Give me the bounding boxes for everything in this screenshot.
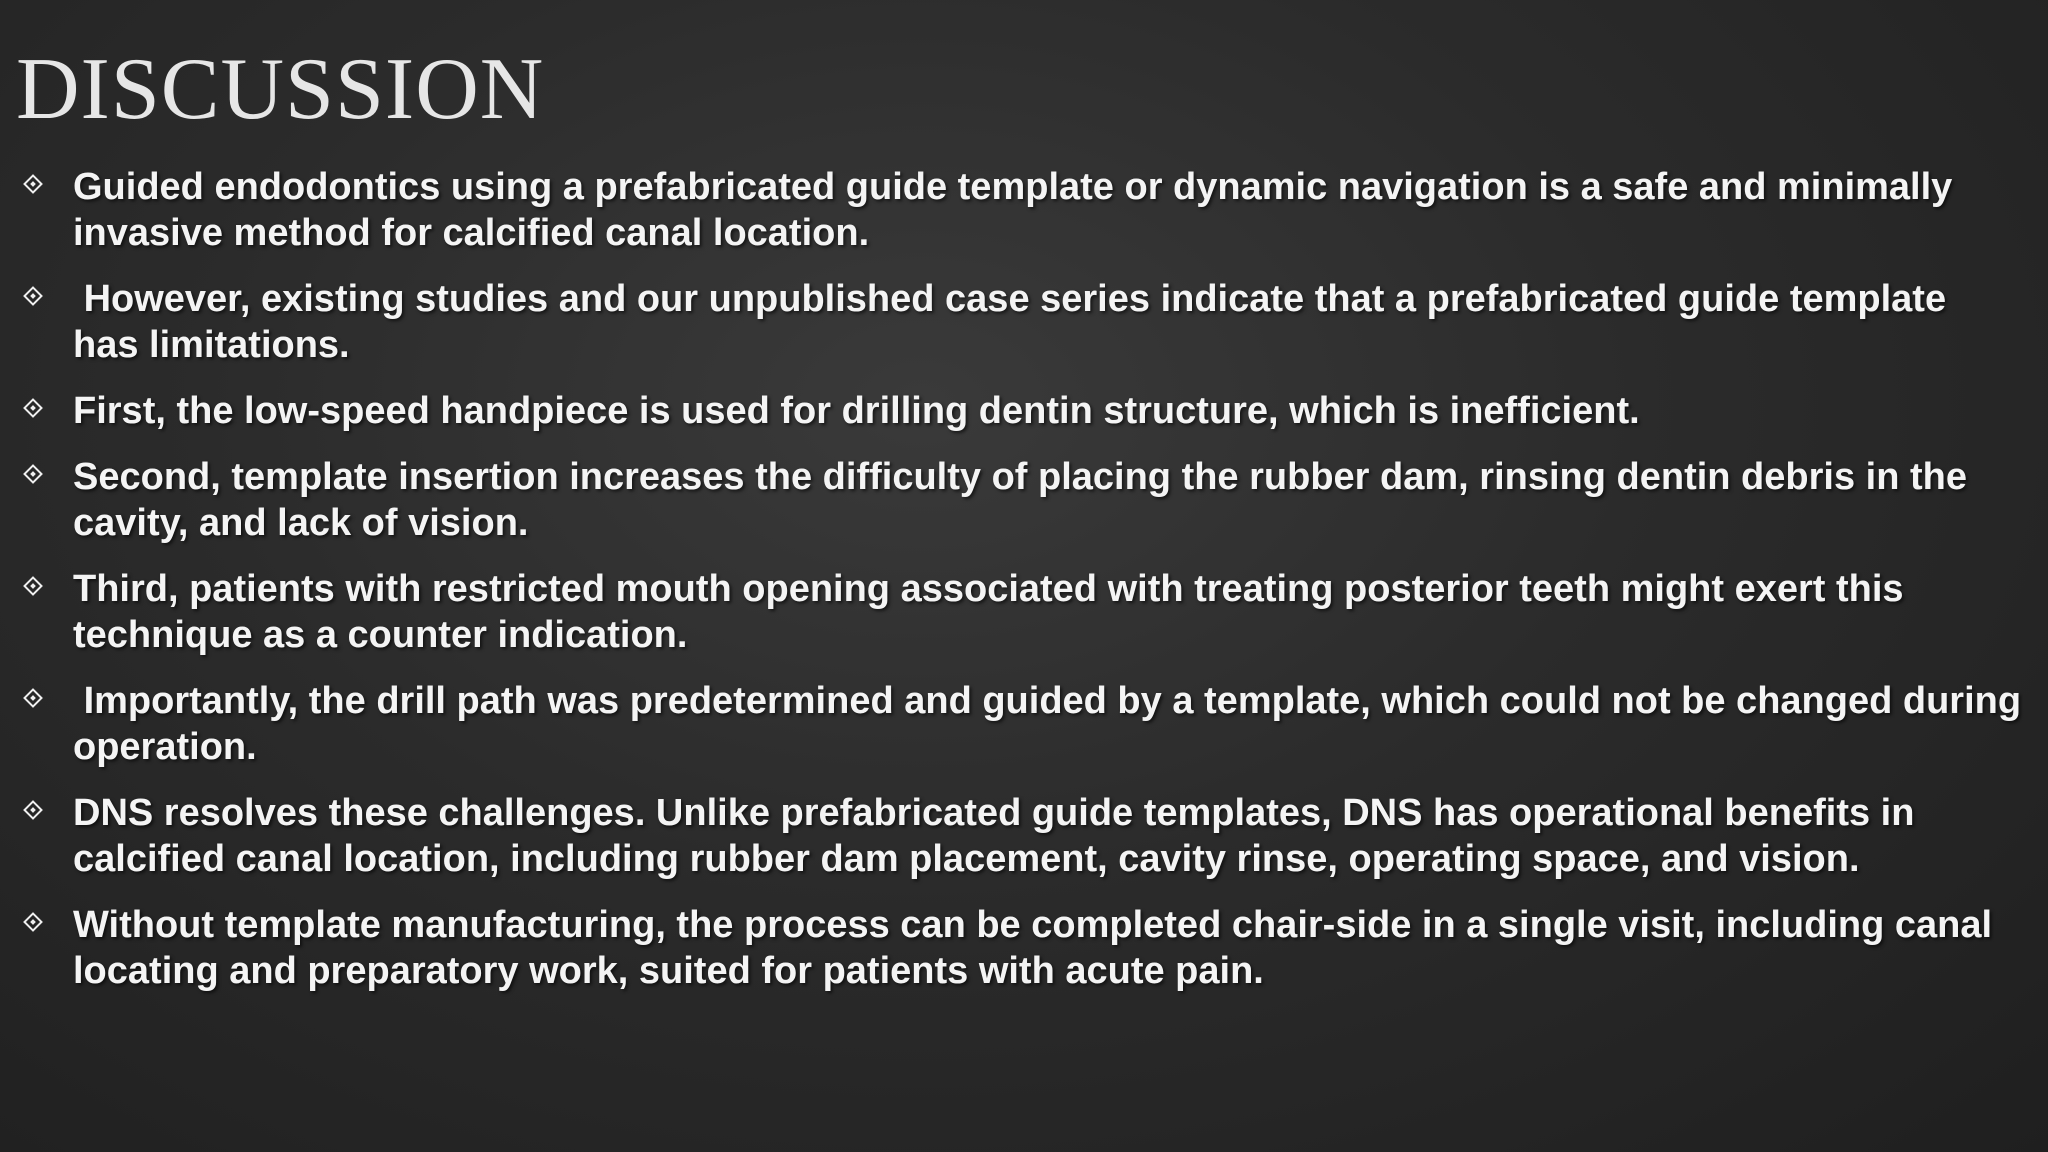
bullet-item (22, 164, 2022, 256)
diamond-bullet-icon (23, 398, 43, 418)
diamond-bullet-icon (23, 174, 43, 194)
diamond-bullet-icon (23, 576, 43, 596)
bullet-text: However, existing studies and our unpublished case series indicate that a prefabricated guide template has limitations. (73, 278, 1957, 366)
diamond-bullet-icon (23, 800, 43, 820)
bullet-item (22, 678, 2032, 770)
diamond-bullet-icon (23, 912, 43, 932)
bullet-list (22, 164, 2032, 1014)
bullet-item (22, 388, 2022, 434)
bullet-text: Third, patients with restricted mouth opening associated with treating posterior teeth might exert this technique as a counter indication. (73, 568, 1915, 656)
bullet-item (22, 902, 2022, 994)
bullet-item (22, 790, 2022, 882)
bullet-text: Importantly, the drill path was predetermined and guided by a template, which could not be changed during operation. (73, 680, 2032, 768)
diamond-bullet-icon (23, 464, 43, 484)
bullet-item (22, 454, 2022, 546)
bullet-text: Without template manufacturing, the process can be completed chair-side in a single visit, including canal locating and preparatory work, suited for patients with acute pain. (73, 904, 2003, 992)
bullet-item (22, 276, 2022, 368)
slide-title: DISCUSSION (16, 41, 545, 138)
diamond-bullet-icon (23, 688, 43, 708)
diamond-bullet-icon (23, 286, 43, 306)
bullet-text: Guided endodontics using a prefabricated guide template or dynamic navigation is a safe and minimally invasive method for calcified canal location. (73, 166, 1963, 254)
bullet-text: First, the low-speed handpiece is used for drilling dentin structure, which is inefficient. (73, 390, 1640, 432)
bullet-text: Second, template insertion increases the difficulty of placing the rubber dam, rinsing dentin debris in the cavity, and lack of vision. (73, 456, 1978, 544)
bullet-item (22, 566, 2022, 658)
bullet-text: DNS resolves these challenges. Unlike prefabricated guide templates, DNS has operational benefits in calcified canal location, including rubber dam placement, cavity rinse, operating space, and vision. (73, 792, 1926, 880)
